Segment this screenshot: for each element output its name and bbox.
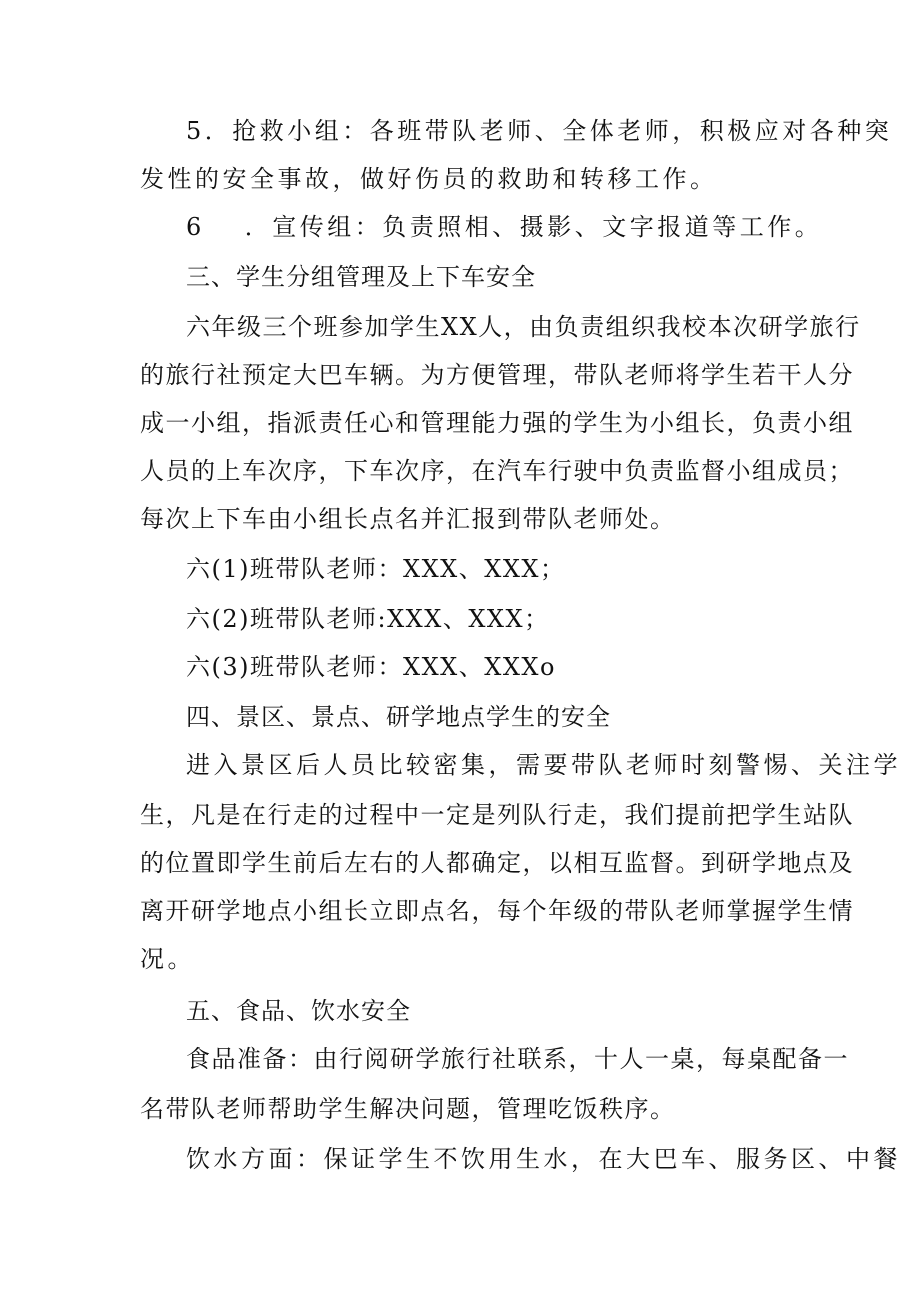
item5-text: ．抢救小组：各班带队老师、全体老师，积极应对各种突 [204,117,893,145]
item5-number: 5 [186,117,205,145]
item6-number: 6 [186,213,205,241]
water-line: 饮水方面：保证学生不饮用生水，在大巴车、服务区、中餐 [186,1145,901,1173]
item6-text: ．宣传组：负责照相、摄影、文字报道等工作。 [244,213,823,241]
section3-para-line: 每次上下车由小组长点名并汇报到带队老师处。 [140,505,676,533]
food-line: 名带队老师帮助学生解决问题，管理吃饭秩序。 [140,1095,676,1123]
section4-para-line: 进入景区后人员比较密集，需要带队老师时刻警惕、关注学 [186,751,901,779]
item5-line2: 发性的安全事故，做好伤员的救助和转移工作。 [140,165,718,193]
section4-heading: 四、景区、景点、研学地点学生的安全 [186,703,611,731]
section3-para-line: 成一小组，指派责任心和管理能力强的学生为小组长，负责小组 [140,409,854,437]
section3-heading: 三、学生分组管理及上下车安全 [186,263,536,291]
teacher-line-class1: 六(1)班带队老师：XXX、XXX； [186,555,566,583]
section4-para-line: 的位置即学生前后左右的人都确定，以相互监督。到研学地点及 [140,849,854,877]
item6-line [186,212,822,242]
food-line: 食品准备：由行阅研学旅行社联系，十人一桌，每桌配备一 [186,1045,849,1073]
teacher-line-class2: 六(2)班带队老师:XXX、XXX； [186,605,550,633]
teacher-line-class3: 六(3)班带队老师：XXX、XXXo [186,653,556,681]
item5-line1 [186,116,892,146]
section3-para-line: 六年级三个班参加学生XX人，由负责组织我校本次研学旅行 [186,313,861,341]
section3-para-line: 的旅行社预定大巴车辆。为方便管理，带队老师将学生若干人分 [140,361,854,389]
section4-para-line: 生，凡是在行走的过程中一定是列队行走，我们提前把学生站队 [140,801,854,829]
section4-para-line: 离开研学地点小组长立即点名，每个年级的带队老师掌握学生情 [140,897,854,925]
section5-heading: 五、食品、饮水安全 [186,997,411,1025]
section3-para-line: 人员的上车次序，下车次序，在汽车行驶中负责监督小组成员； [140,457,854,485]
section4-para-line: 况。 [140,945,195,973]
